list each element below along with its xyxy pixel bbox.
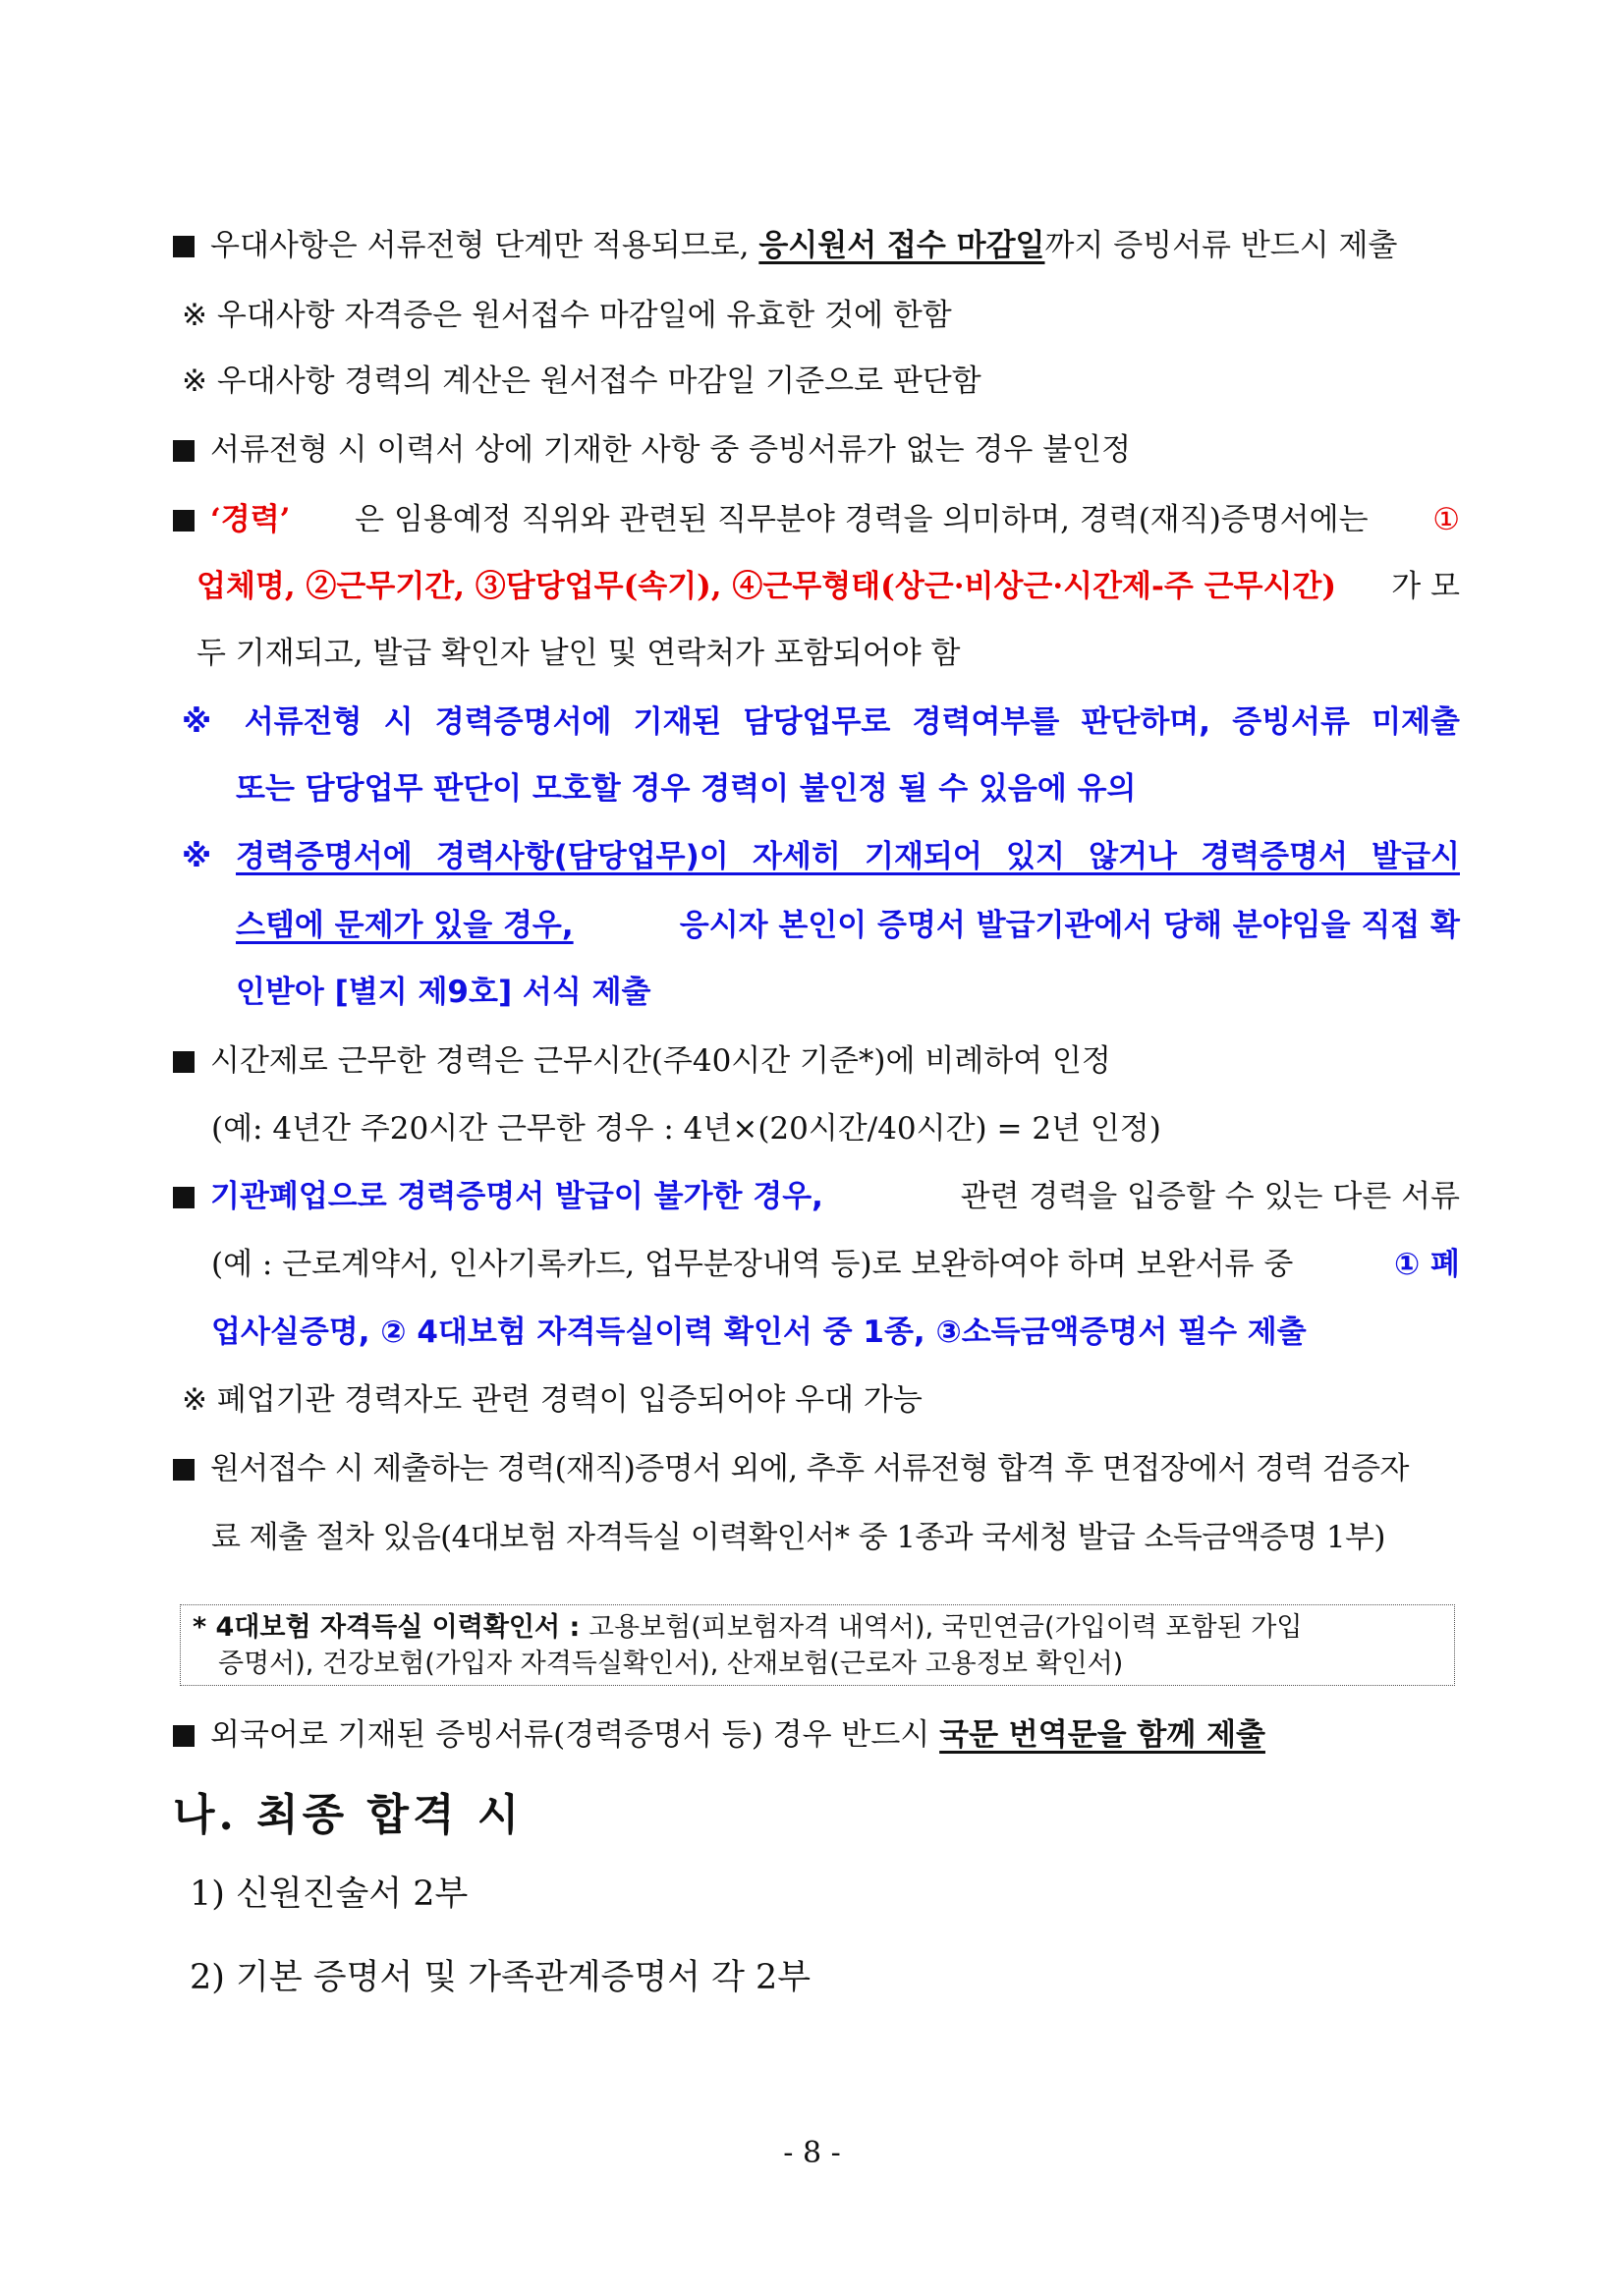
underlined-text: 스템에 문제가 있을 경우, <box>236 908 574 943</box>
list-item: 1) 신원진술서 2부 <box>190 1875 469 1914</box>
insurance-note-line2: 증명서), 건강보험(가입자 자격득실확인서), 산재보험(근로자 고용정보 확인서) <box>218 1649 1124 1679</box>
square-bullet-icon <box>173 236 195 257</box>
blue-emphasis: 기관폐업으로 경력증명서 발급이 불가한 경우, <box>210 1179 823 1214</box>
bullet-text: (예 : 근로계약서, 인사기록카드, 업무분장내역 등)로 보완하여야 하며 보완서류 중 <box>211 1247 1294 1282</box>
bullet-career-definition <box>173 500 1460 539</box>
required-items-red: 업체명, ②근무기간, ③담당업무(속기), ④근무형태(상근·비상근·시간제-주 근무시간) <box>196 569 1337 604</box>
closed-institution-line3: 업사실증명, ② 4대보험 자격득실이력 확인서 중 1종, ③소득금액증명서 필수 제출 <box>211 1315 1307 1350</box>
insurance-note-text: 고용보험(피보험자격 내역서), 국민연금(가입이력 포함된 가입 <box>580 1612 1303 1643</box>
square-bullet-icon <box>173 1725 195 1747</box>
bullet-text: 은 임용예정 직위와 관련된 직무분야 경력을 의미하며, 경력(재직)증명서에는 <box>355 502 1369 537</box>
bullet-text-tail: 까지 증빙서류 반드시 제출 <box>1044 228 1398 263</box>
square-bullet-icon <box>173 440 195 462</box>
blue-note-form-line1: 경력증명서에 경력사항(담당업무)이 자세히 기재되어 있지 않거나 경력증명서 발급시 <box>236 839 1460 874</box>
blue-note-judgement-line1: ※ 서류전형 시 경력증명서에 기재된 담당업무로 경력여부를 판단하며, 증빙서류 미제출 <box>182 704 1460 740</box>
blue-note-form-line2 <box>236 906 1460 945</box>
blue-note-mark: ※ <box>182 839 212 874</box>
bullet-text-tail: 가 모 <box>1391 569 1460 604</box>
note-career-calculation: ※ 우대사항 경력의 계산은 원서접수 마감일 기준으로 판단함 <box>182 364 981 399</box>
bullet-part-time <box>173 1041 1111 1081</box>
career-label: ‘경력’ <box>210 502 291 537</box>
closed-institution-line2 <box>211 1245 1460 1284</box>
note-certificate-validity: ※ 우대사항 자격증은 원서접수 마감일에 유효한 것에 한함 <box>182 298 952 333</box>
page-number: - 8 - <box>783 2136 841 2170</box>
bullet-translation <box>173 1715 1265 1755</box>
bullet-text: 우대사항은 서류전형 단계만 적용되므로, <box>210 228 759 263</box>
interview-verification-line2: 료 제출 절차 있음(4대보험 자격득실 이력확인서* 중 1종과 국세청 발급 소득금액증명 1부) <box>211 1520 1385 1555</box>
part-time-example: (예: 4년간 주20시간 근무한 경우 : 4년×(20시간/40시간) = 2년 인정) <box>211 1111 1161 1147</box>
square-bullet-icon <box>173 1459 195 1481</box>
red-item-marker: ① <box>1432 502 1460 537</box>
section-heading-final-pass: 나. 최종 합격 시 <box>173 1790 524 1840</box>
bullet-text: 관련 경력을 입증할 수 있는 다른 서류 <box>960 1179 1460 1214</box>
career-required-items <box>196 567 1460 606</box>
deadline-emphasis: 응시원서 접수 마감일 <box>758 228 1045 263</box>
insurance-note-line1 <box>193 1610 1302 1646</box>
bullet-missing-documents <box>173 430 1131 470</box>
blue-note-judgement-line2: 또는 담당업무 판단이 모호할 경우 경력이 불인정 될 수 있음에 유의 <box>236 771 1137 807</box>
blue-item-marker: ① 폐 <box>1394 1247 1460 1282</box>
square-bullet-icon <box>173 1187 195 1208</box>
note-closed-institution: ※ 폐업기관 경력자도 관련 경력이 입증되어야 우대 가능 <box>182 1382 923 1418</box>
bullet-interview-verification <box>173 1449 1409 1488</box>
translation-emphasis: 국문 번역문을 함께 제출 <box>939 1717 1265 1753</box>
bullet-text: 외국어로 기재된 증빙서류(경력증명서 등) 경우 반드시 <box>210 1717 940 1753</box>
insurance-note-label: * 4대보험 자격득실 이력확인서 : <box>193 1612 581 1643</box>
bullet-text: 서류전형 시 이력서 상에 기재한 사항 중 증빙서류가 없는 경우 불인정 <box>210 432 1132 468</box>
bullet-submission-deadline <box>173 226 1397 265</box>
list-item: 2) 기본 증명서 및 가족관계증명서 각 2부 <box>190 1958 812 1997</box>
bullet-closed-institution <box>173 1177 1460 1216</box>
blue-note-form-line3: 인받아 [별지 제9호] 서식 제출 <box>236 975 651 1010</box>
square-bullet-icon <box>173 510 195 532</box>
bullet-text: 원서접수 시 제출하는 경력(재직)증명서 외에, 추후 서류전형 합격 후 면접장에서 경력 검증자 <box>210 1451 1409 1486</box>
insurance-note-box <box>180 1604 1455 1686</box>
bullet-text: 시간제로 근무한 경력은 근무시간(주40시간 기준*)에 비례하여 인정 <box>210 1043 1111 1079</box>
blue-text: 응시자 본인이 증명서 발급기관에서 당해 분야임을 직접 확 <box>679 908 1460 943</box>
career-line3: 두 기재되고, 발급 확인자 날인 및 연락처가 포함되어야 함 <box>196 636 961 671</box>
square-bullet-icon <box>173 1051 195 1073</box>
